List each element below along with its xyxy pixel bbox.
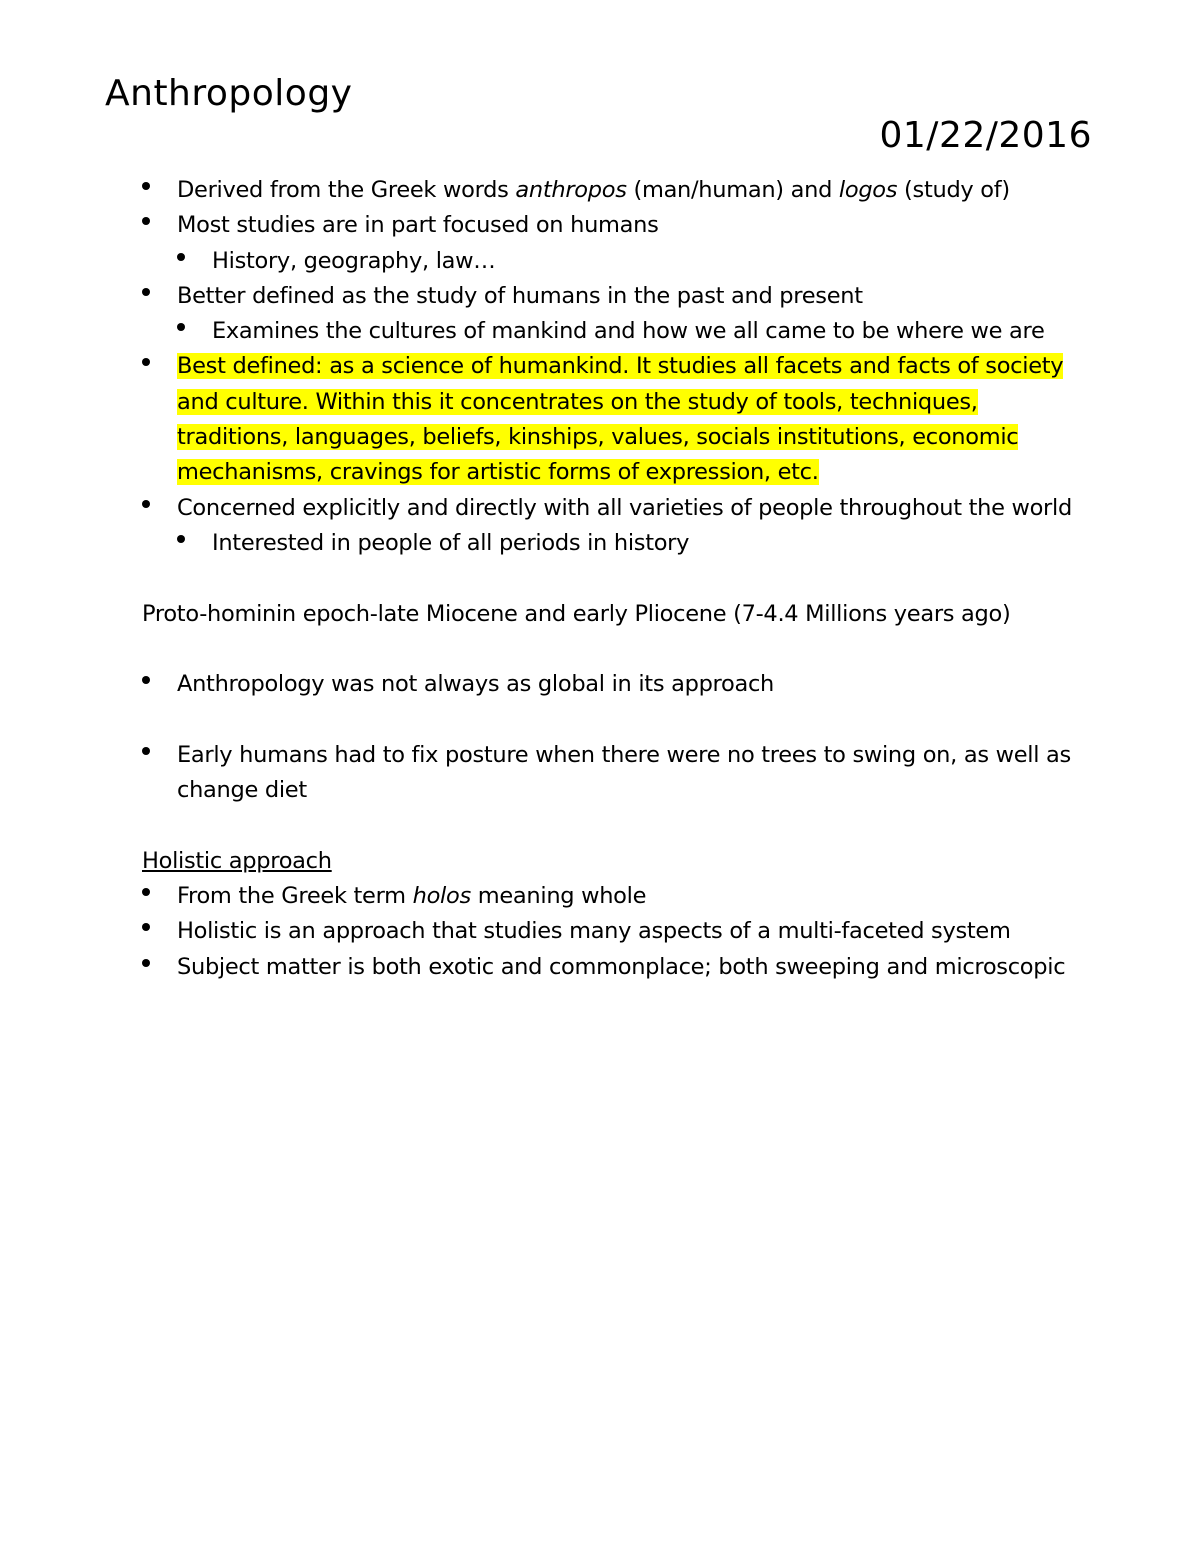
document-date: 01/22/2016 bbox=[879, 115, 1092, 156]
spacer bbox=[142, 808, 1072, 843]
sub-list bbox=[142, 314, 1072, 349]
list-item: From the Greek term holos meaning whole bbox=[142, 879, 1072, 914]
highlighted-text: Best defined: as a science of humankind. It studies all facets and facts of society and culture. Within this it concentrates on the study of tools, techniques, traditions, languages, beliefs, kinships, values, socials institutions, economic mechanisms, cravings for artistic forms of expression, etc. bbox=[177, 353, 1064, 486]
holistic-list bbox=[142, 879, 1072, 985]
bullet-list bbox=[142, 667, 1072, 702]
bullet-list bbox=[142, 738, 1072, 809]
list-item: Most studies are in part focused on humans bbox=[142, 208, 1072, 243]
list-item: Anthropology was not always as global in its approach bbox=[142, 667, 1072, 702]
holistic-heading: Holistic approach bbox=[142, 847, 332, 874]
notes-body bbox=[142, 173, 1072, 985]
sub-list bbox=[142, 244, 1072, 279]
proto-hominin-paragraph: Proto-hominin epoch-late Miocene and early Pliocene (7-4.4 Millions years ago) bbox=[142, 600, 1011, 627]
list-item: Examines the cultures of mankind and how we all came to be where we are bbox=[177, 314, 1072, 349]
list-item: Better defined as the study of humans in the past and present bbox=[142, 279, 1072, 314]
list-item: History, geography, law… bbox=[177, 244, 1072, 279]
document-title: Anthropology bbox=[105, 73, 353, 114]
list-item: Interested in people of all periods in history bbox=[177, 526, 1072, 561]
list-item: Early humans had to fix posture when there were no trees to swing on, as well as change diet bbox=[142, 738, 1072, 809]
sub-list bbox=[142, 526, 1072, 561]
spacer bbox=[142, 702, 1072, 737]
highlighted-list-item bbox=[142, 349, 1072, 490]
spacer bbox=[142, 632, 1072, 667]
list-item: Concerned explicitly and directly with all varieties of people throughout the world bbox=[142, 491, 1072, 526]
list-item: Subject matter is both exotic and commonplace; both sweeping and microscopic bbox=[142, 950, 1072, 985]
list-item: Derived from the Greek words anthropos (man/human) and logos (study of) bbox=[142, 173, 1072, 208]
intro-list bbox=[142, 173, 1072, 561]
spacer bbox=[142, 561, 1072, 596]
list-item: Holistic is an approach that studies many aspects of a multi-faceted system bbox=[142, 914, 1072, 949]
